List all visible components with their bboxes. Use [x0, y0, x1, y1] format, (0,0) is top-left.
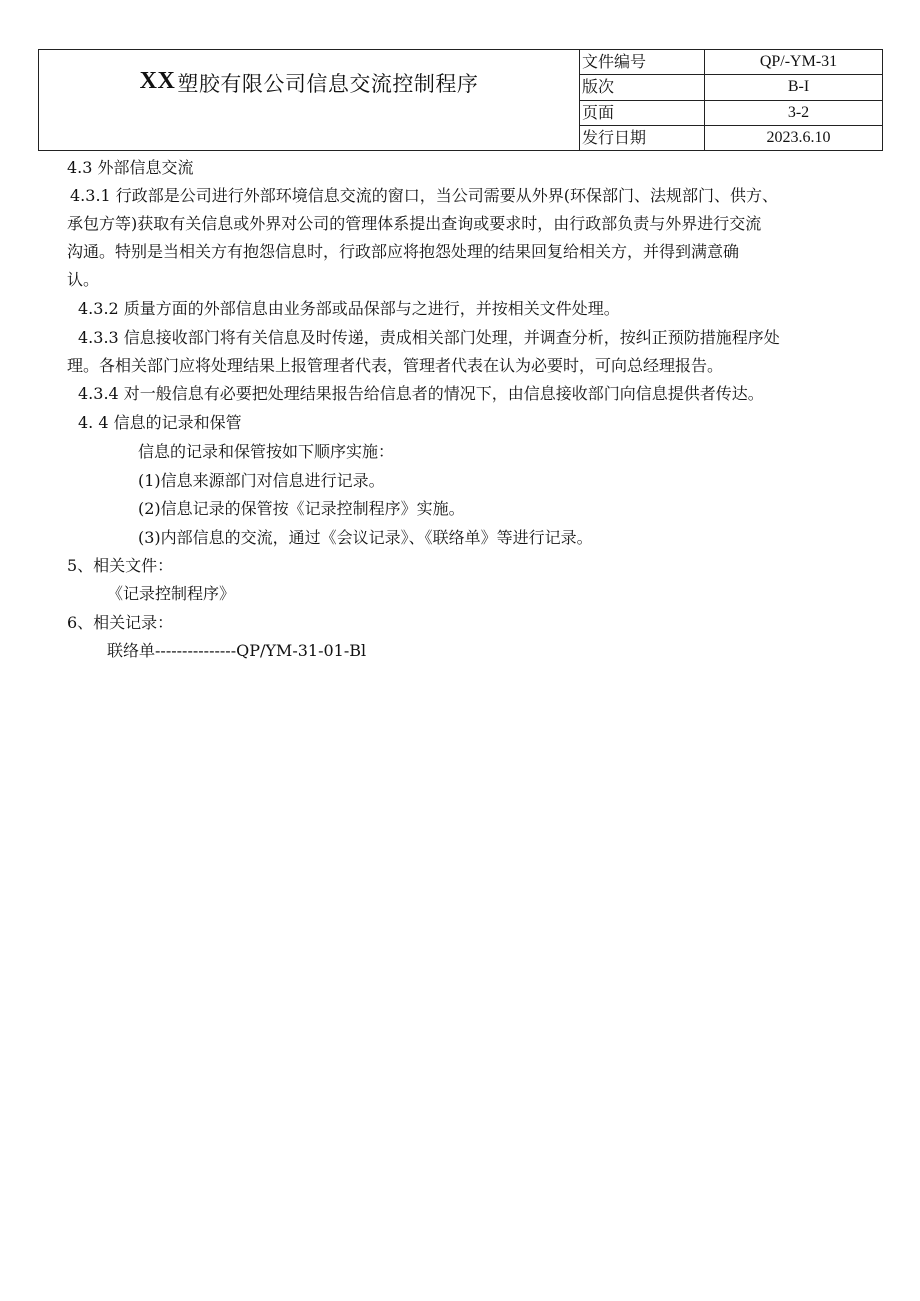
section-heading: 5、相关文件：	[67, 556, 174, 575]
meta-value: 2023.6.10	[766, 128, 831, 146]
paragraph-line: 承包方等)获取有关信息或外界对公司的管理体系提出查询或要求时，由行政部负责与外界进行交流	[67, 214, 762, 233]
meta-value: B-I	[787, 78, 810, 96]
section-heading: 4.3 外部信息交流	[67, 158, 194, 177]
meta-key: 页面	[580, 101, 705, 125]
meta-key: 版次	[580, 75, 705, 99]
section-heading: 4. 4 信息的记录和保管	[78, 413, 242, 432]
list-item: (3)内部信息的交流，通过《会议记录》、《联络单》等进行记录。	[138, 528, 593, 547]
section-heading: 6、相关记录：	[67, 613, 174, 632]
list-item: (1)信息来源部门对信息进行记录。	[138, 471, 385, 490]
meta-row-issue-date	[580, 126, 882, 150]
meta-value: 3-2	[787, 103, 810, 121]
meta-value: QP/-YM-31	[759, 53, 838, 70]
paragraph-line: 4.3.1 行政部是公司进行外部环境信息交流的窗口，当公司需要从外界(环保部门、法规部门、供方、	[70, 186, 779, 205]
record-entry: 联络单---------------QP/YM-31-01-Bl	[107, 641, 367, 660]
document-title	[39, 50, 580, 150]
document-title-text: 塑胶有限公司信息交流控制程序	[177, 72, 479, 96]
referenced-document: 《记录控制程序》	[107, 584, 236, 603]
document-meta	[580, 50, 882, 150]
meta-row-doc-number	[580, 50, 882, 75]
meta-row-edition	[580, 75, 882, 100]
meta-row-page	[580, 101, 882, 126]
document-title-prefix: XX	[139, 68, 176, 94]
document-header-table	[38, 49, 883, 151]
paragraph-line: 认。	[67, 270, 100, 289]
meta-key: 文件编号	[580, 50, 705, 74]
paragraph-line: 沟通。特别是当相关方有抱怨信息时，行政部应将抱怨处理的结果回复给相关方，并得到满意确	[67, 242, 740, 261]
meta-key: 发行日期	[580, 126, 705, 150]
paragraph-line: 信息的记录和保管按如下顺序实施：	[138, 442, 395, 461]
paragraph-line: 4.3.4 对一般信息有必要把处理结果报告给信息者的情况下，由信息接收部门向信息提供者传达。	[78, 384, 764, 403]
list-item: (2)信息记录的保管按《记录控制程序》实施。	[138, 499, 465, 518]
paragraph-line: 4.3.3 信息接收部门将有关信息及时传递，责成相关部门处理，并调查分析，按纠正预防措施程序处	[78, 328, 780, 347]
paragraph-line: 4.3.2 质量方面的外部信息由业务部或品保部与之进行，并按相关文件处理。	[78, 299, 620, 318]
paragraph-line: 理。各相关部门应将处理结果上报管理者代表，管理者代表在认为必要时，可向总经理报告。	[67, 356, 724, 375]
